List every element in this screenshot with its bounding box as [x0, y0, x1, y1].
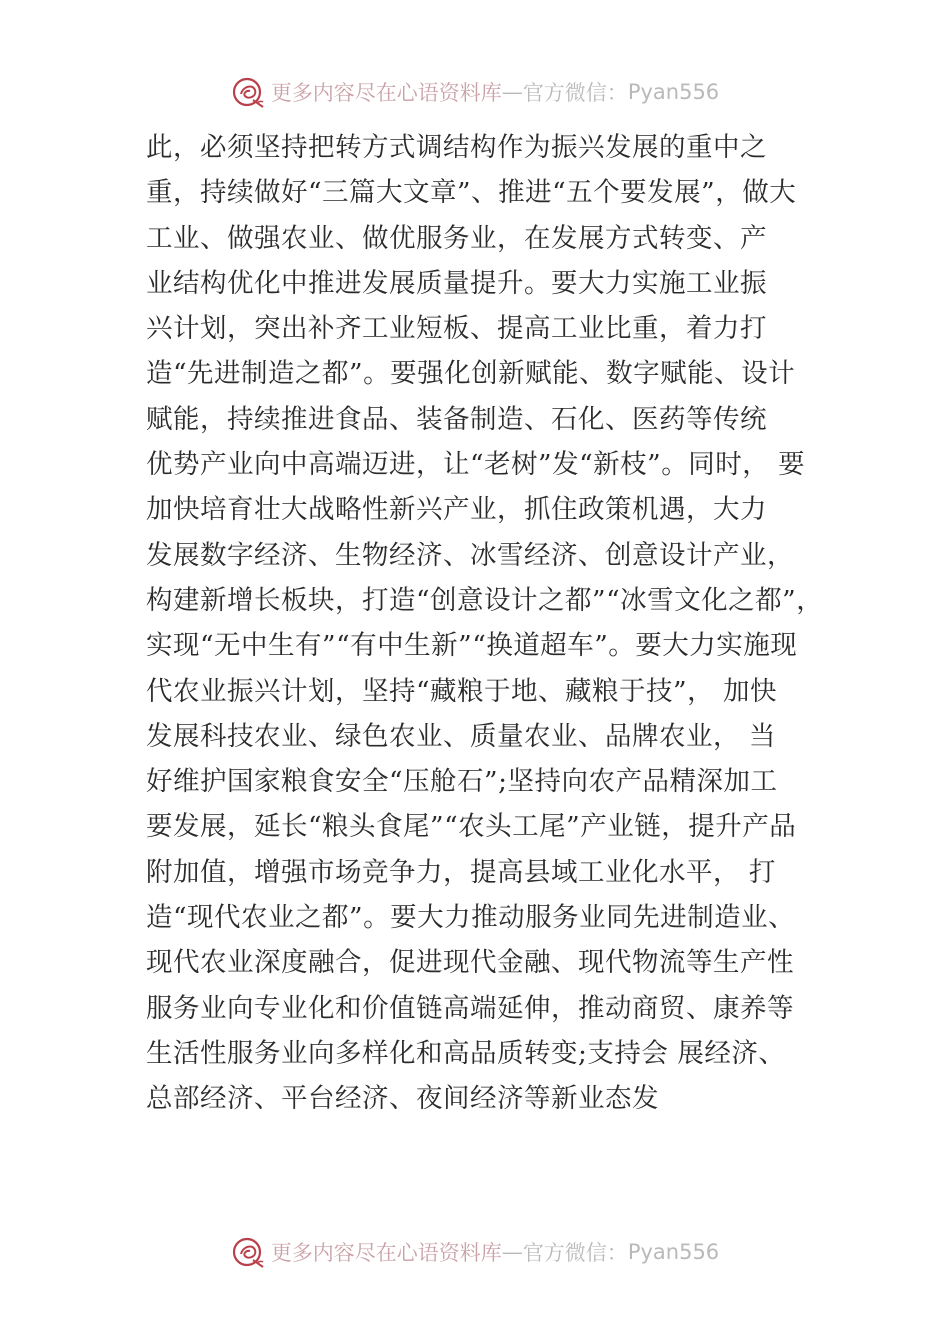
- footer-separator: —: [501, 1240, 523, 1264]
- body-line: 造“先进制造之都”。要强化创新赋能、数字赋能、设计: [146, 358, 796, 390]
- header-separator: —: [501, 80, 523, 104]
- body-line: 总部经济、平台经济、夜间经济等新业态发: [146, 1083, 659, 1115]
- body-line: 重，持续做好“三篇大文章”、推进“五个要发展”，做大: [146, 177, 797, 209]
- rose-logo-icon: [231, 1234, 267, 1270]
- body-line: 发展科技农业、绿色农业、质量农业、品牌农业， 当: [146, 720, 776, 752]
- body-line: 兴计划，突出补齐工业短板、提高工业比重，着力打: [146, 313, 767, 345]
- body-line: 现代农业深度融合，促进现代金融、现代物流等生产性: [146, 947, 794, 979]
- header-wechat-label: 官方微信：: [522, 81, 628, 105]
- body-line: 发展数字经济、生物经济、冰雪经济、创意设计产业，: [146, 539, 794, 571]
- body-line: 优势产业向中高端迈进，让“老树”发“新枝”。同时， 要: [146, 449, 806, 481]
- rose-logo-icon: [231, 74, 267, 110]
- header-banner: [0, 72, 950, 112]
- footer-banner: [0, 1232, 950, 1272]
- body-line: 服务业向专业化和价值链高端延伸，推动商贸、康养等: [146, 992, 794, 1024]
- body-line: 生活性服务业向多样化和高品质转变;支持会 展经济、: [146, 1037, 786, 1069]
- footer-wechat-label: 官方微信：: [522, 1241, 628, 1265]
- body-line: 代农业振兴计划，坚持“藏粮于地、藏粮于技”， 加快: [146, 675, 778, 707]
- body-line: 赋能，持续推进食品、装备制造、石化、医药等传统: [146, 403, 767, 435]
- footer-wechat-id: Pyan556: [627, 1240, 720, 1264]
- footer-banner-text: 更多内容尽在心语资料库: [270, 1241, 502, 1265]
- body-line: 造“现代农业之都”。要大力推动服务业同先进制造业、: [146, 902, 796, 934]
- body-line: 实现“无中生有”“有中生新”“换道超车”。要大力实施现: [146, 630, 798, 662]
- body-line: 要发展，延长“粮头食尾”“农头工尾”产业链，提升产品: [146, 811, 797, 843]
- body-line: 附加值，增强市场竞争力，提高县域工业化水平， 打: [146, 856, 776, 888]
- document-body: [146, 125, 826, 1122]
- header-wechat-id: Pyan556: [627, 80, 720, 104]
- body-line: 好维护国家粮食安全“压舱石”;坚持向农产品精深加工: [146, 766, 778, 798]
- body-line: 此，必须坚持把转方式调结构作为振兴发展的重中之: [146, 132, 767, 163]
- body-line: 加快培育壮大战略性新兴产业，抓住政策机遇，大力: [146, 494, 767, 526]
- header-banner-text: 更多内容尽在心语资料库: [270, 81, 502, 105]
- body-line: 工业、做强农业、做优服务业，在发展方式转变、产: [146, 222, 767, 254]
- body-line: 业结构优化中推进发展质量提升。要大力实施工业振: [146, 267, 767, 299]
- body-line: 构建新增长板块，打造“创意设计之都”“冰雪文化之都”，: [146, 584, 824, 616]
